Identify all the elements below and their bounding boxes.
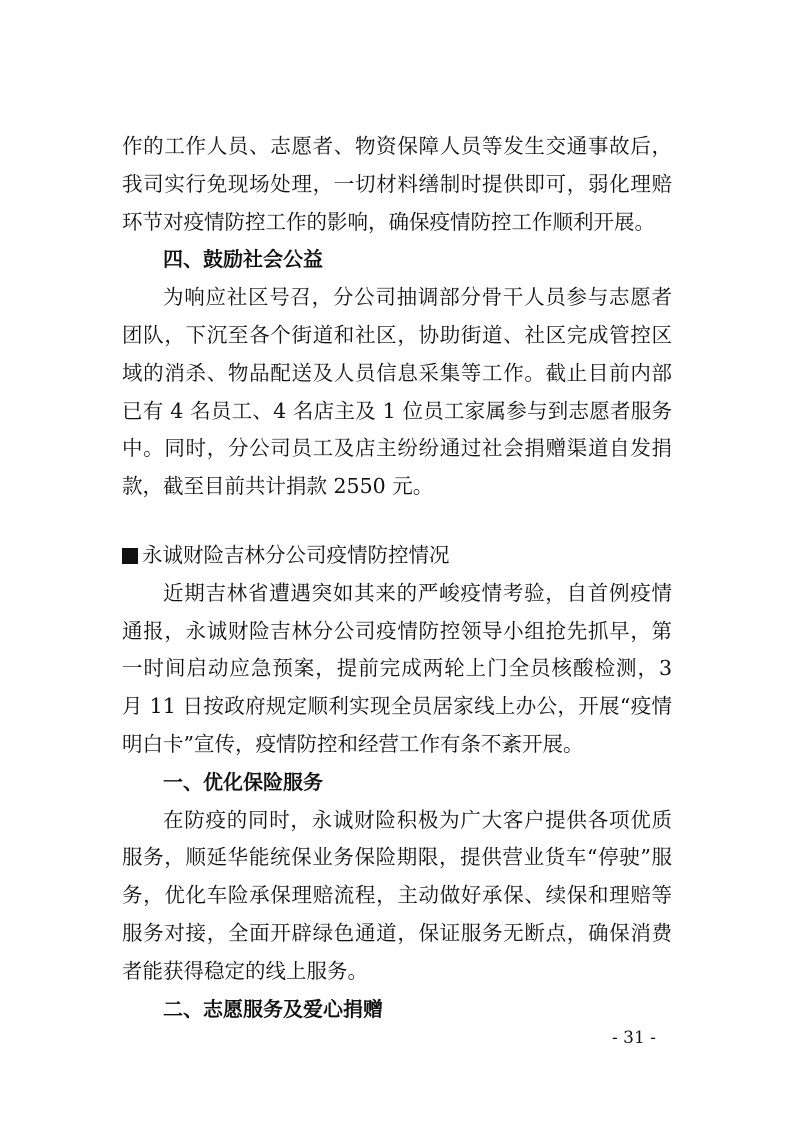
page-number: - 31 - [612,1028,656,1048]
heading-4: 四、鼓励社会公益 [163,247,323,272]
heading-1: 一、优化保险服务 [163,769,323,794]
paragraph-continuation: 作的工作人员、志愿者、物资保障人员等发生交通事故后，我司实行免现场处理，一切材料缮制时提供即可，弱化理赔环节对疫情防控工作的影响，确保疫情防控工作顺利开展。 [122,134,672,234]
black-square-icon [122,548,138,564]
heading-2: 二、志愿服务及爱心捐赠 [163,996,383,1021]
section-title: 永诚财险吉林分公司疫情防控情况 [142,543,450,567]
paragraph-1: 在防疫的同时，永诚财险积极为广大客户提供各项优质服务，顺延华能统保业务保险期限，提供营业货车“停驶”服务，优化车险承保理赔流程，主动做好承保、续保和理赔等服务对接，全面开辟绿色通道，保证服务无断点，确保消费者能获得稳定的线上服务。 [122,807,672,983]
top-content [122,128,672,506]
paragraph-4: 为响应社区号召，分公司抽调部分骨干人员参与志愿者团队，下沉至各个街道和社区，协助街道、社区完成管控区域的消杀、物品配送及人员信息采集等工作。截止目前内部已有 4 名员工、4 名店主及 1 位员工家属参与到志愿者服务中。同时，分公司员工及店主纷纷通过社会捐赠渠道自发捐款，截至目前共计捐款 2550 元。 [122,285,672,499]
section-content [122,537,672,1028]
section-title-row [122,537,672,575]
section-intro: 近期吉林省遭遇突如其来的严峻疫情考验，自首例疫情通报，永诚财险吉林分公司疫情防控领导小组抢先抓早，第一时间启动应急预案，提前完成两轮上门全员核酸检测，3 月 11 日按政府规定顺利实现全员居家线上办公，开展“疫情明白卡”宣传，疫情防控和经营工作有条不紊开展。 [122,580,672,756]
